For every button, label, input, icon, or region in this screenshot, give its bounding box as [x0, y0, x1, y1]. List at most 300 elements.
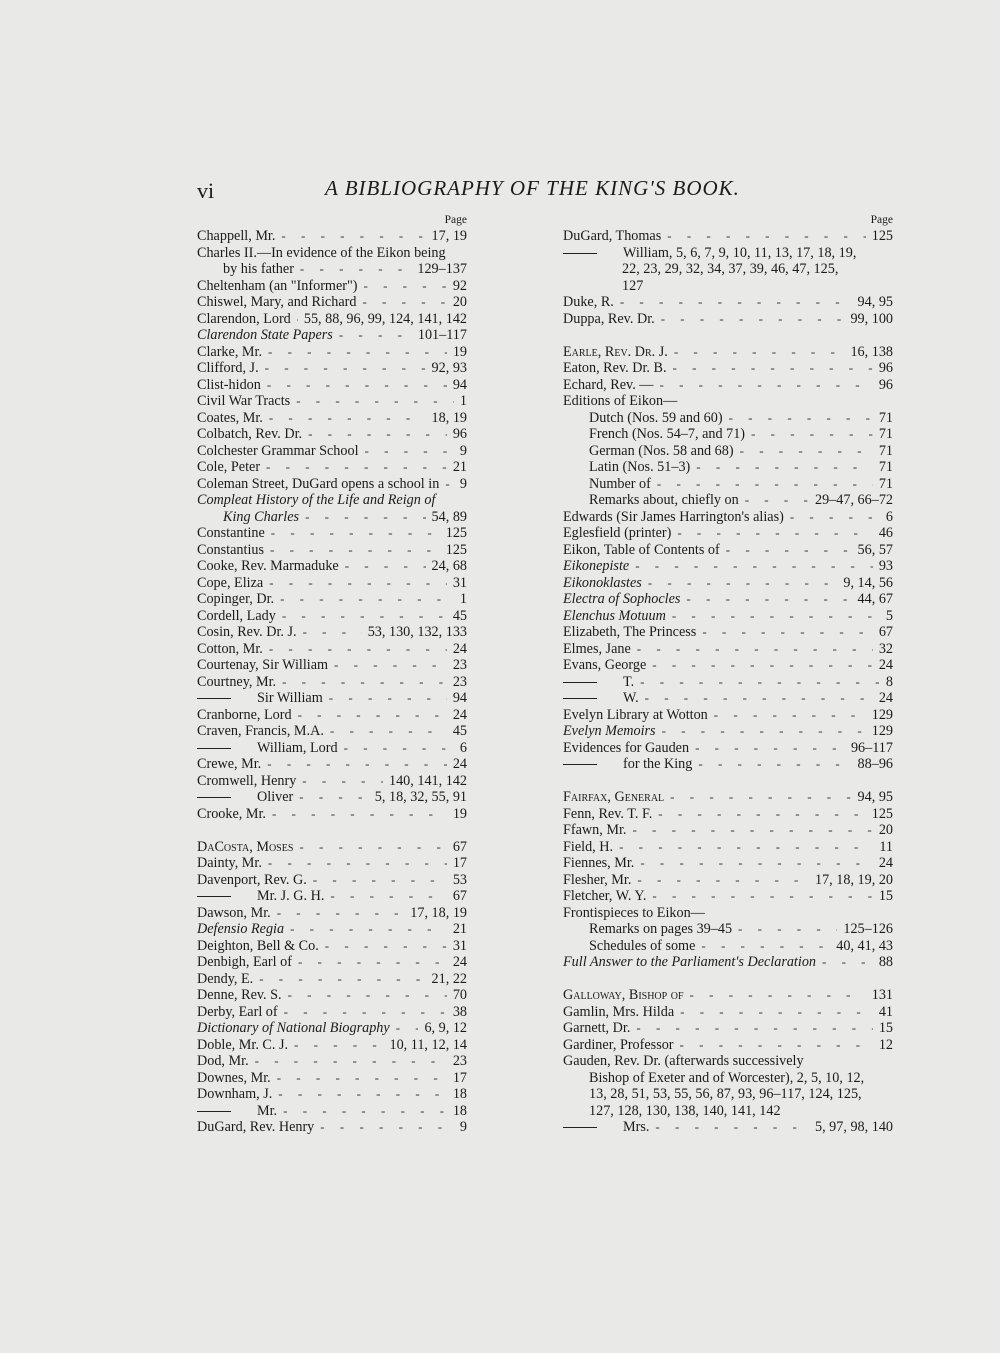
entry-label: DuGard, Rev. Henry: [197, 1119, 315, 1135]
dot-leader: [313, 872, 447, 889]
entry-label: Elizabeth, The Princess: [563, 624, 697, 640]
entry-text: [563, 707, 708, 724]
dot-leader: [673, 360, 873, 377]
page-reference: 70: [452, 987, 467, 1003]
dot-leader: [640, 855, 872, 872]
ditto-dash: [197, 1111, 231, 1112]
dot-leader: [303, 624, 362, 641]
index-entry: [197, 509, 467, 526]
entry-text: [589, 1103, 781, 1119]
page-reference: 5: [885, 607, 893, 624]
index-entry: [197, 608, 467, 625]
entry-text: [563, 1053, 804, 1069]
dot-leader: [305, 509, 425, 526]
dot-leader: [648, 575, 838, 592]
index-entry: [197, 327, 467, 344]
index-entry: [563, 789, 893, 806]
page-reference: 24: [878, 690, 893, 706]
entry-text: [197, 1004, 278, 1021]
entry-label: Chiswel, Mary, and Richard: [197, 294, 357, 310]
index-entry: [197, 591, 467, 608]
entry-text: [197, 756, 261, 773]
entry-text: [197, 773, 296, 790]
entry-text: [622, 278, 643, 294]
entry-label: Downes, Mr.: [197, 1069, 271, 1086]
dot-leader: [740, 443, 873, 460]
entry-text: [197, 311, 291, 328]
index-entry: [197, 773, 467, 790]
entry-label: Ffawn, Mr.: [563, 822, 627, 838]
index-entry: [197, 921, 467, 938]
index-entry: [197, 393, 467, 410]
page-reference: 21, 22: [431, 970, 467, 987]
dot-leader: [302, 773, 383, 790]
index-entry: [197, 855, 467, 872]
entry-label: Elenchus Motuum: [563, 607, 666, 624]
entry-text: [197, 905, 271, 922]
index-entry: [197, 278, 467, 295]
entry-text: [197, 872, 307, 889]
dot-leader: [680, 1004, 873, 1021]
entry-text: [563, 806, 652, 823]
page-reference: 96–117: [850, 739, 893, 756]
ditto-dash: [197, 896, 231, 897]
page-reference: 53: [452, 871, 467, 888]
page-reference: 31: [452, 937, 467, 954]
entry-label: Copinger, Dr.: [197, 591, 275, 607]
entry-label: Echard, Rev. —: [563, 376, 654, 393]
entry-text: [197, 707, 292, 724]
entry-text: [563, 1037, 674, 1054]
dot-leader: [729, 410, 873, 427]
dot-leader: [345, 558, 426, 575]
dot-leader: [658, 806, 865, 823]
index-entry: [197, 476, 467, 493]
page-reference: 94: [452, 690, 467, 706]
entry-label: Constantius: [197, 541, 265, 558]
entry-label: 13, 28, 51, 53, 55, 56, 87, 93, 96–117, 124, 125,: [589, 1086, 862, 1102]
dot-leader: [265, 360, 426, 377]
page-reference: 101–117: [417, 327, 467, 343]
entry-text: [197, 1103, 277, 1120]
page-reference: 24: [878, 855, 893, 871]
index-entry: [563, 278, 893, 295]
dot-leader: [745, 492, 809, 509]
dot-leader: [365, 443, 454, 460]
entry-label: Cranborne, Lord: [197, 706, 292, 723]
entry-label: Davenport, Rev. G.: [197, 871, 307, 888]
index-entry: [197, 1053, 467, 1070]
index-entry: [563, 657, 893, 674]
entry-text: [563, 723, 656, 740]
entry-label: Mrs.: [623, 1119, 650, 1135]
page-reference: 19: [452, 343, 467, 360]
index-entry: [563, 558, 893, 575]
index-entry: [197, 872, 467, 889]
index-entry: [197, 905, 467, 922]
entry-label: DuGard, Thomas: [563, 228, 662, 244]
entry-text: [563, 855, 634, 872]
dot-leader: [278, 1086, 447, 1103]
dot-leader: [269, 410, 426, 427]
dot-leader: [270, 542, 440, 559]
entry-label: by his father: [223, 261, 294, 277]
entry-label: W.: [623, 690, 639, 706]
entry-label: Colchester Grammar School: [197, 442, 359, 459]
entry-text: [563, 740, 689, 757]
entry-text: [563, 509, 784, 526]
page-reference: 17, 19: [431, 228, 467, 244]
entry-label: Cole, Peter: [197, 459, 261, 475]
dot-leader: [396, 1020, 419, 1037]
dot-leader: [282, 674, 447, 691]
index-entry: [197, 690, 467, 707]
index-entry: [197, 426, 467, 443]
page-reference: 38: [452, 1003, 467, 1020]
entry-text: [197, 641, 263, 658]
dot-leader: [702, 624, 873, 641]
index-entry: [197, 839, 467, 856]
page-reference: 92: [452, 277, 467, 294]
page-reference: 125: [871, 805, 893, 822]
index-entry: [563, 855, 893, 872]
entry-label: Cromwell, Henry: [197, 772, 297, 789]
entry-text: [197, 1053, 249, 1070]
entry-label: Evidences for Gauden: [563, 739, 690, 756]
page-reference: 18, 19: [431, 409, 467, 426]
entry-text: [589, 921, 732, 938]
index-entry: [563, 360, 893, 377]
entry-label: 127: [622, 277, 644, 294]
dot-leader: [690, 987, 866, 1004]
dot-leader: [294, 1037, 383, 1054]
dot-leader: [269, 641, 447, 658]
dot-leader: [362, 294, 446, 311]
index-entry: [563, 459, 893, 476]
dot-leader: [655, 1119, 809, 1136]
entry-text: [197, 377, 261, 394]
page-reference: 31: [452, 574, 467, 591]
page-reference: 12: [878, 1036, 893, 1053]
entry-label: Garnett, Dr.: [563, 1020, 631, 1036]
entry-text: [197, 542, 264, 559]
dot-leader: [364, 278, 447, 295]
index-entry: [197, 707, 467, 724]
dot-leader: [619, 839, 873, 856]
index-entry: [563, 987, 893, 1004]
entry-text: [197, 393, 290, 410]
index-entry: [563, 1086, 893, 1103]
entry-text: [197, 591, 274, 608]
entry-label: Sir William: [257, 690, 323, 706]
index-entry: [197, 542, 467, 559]
index-entry: [563, 426, 893, 443]
entry-label: Mr. J. G. H.: [257, 888, 325, 904]
index-entry: [563, 443, 893, 460]
entry-text: [197, 938, 319, 955]
entry-text: [197, 525, 265, 542]
page-reference: 125: [445, 525, 467, 541]
entry-text: [563, 1004, 674, 1021]
index-entry: [563, 1020, 893, 1037]
entry-label: Clarendon, Lord: [197, 310, 291, 327]
dot-leader: [267, 756, 447, 773]
page-reference: 40, 41, 43: [836, 937, 893, 954]
ditto-dash: [197, 698, 231, 699]
index-entry: [197, 443, 467, 460]
entry-label: Earle, Rev. Dr. J.: [563, 343, 668, 360]
entry-label: Bishop of Exeter and of Worcester), 2, 5, 10, 12,: [589, 1069, 865, 1086]
entry-label: for the King: [623, 756, 693, 772]
index-entry: [197, 1086, 467, 1103]
dot-leader: [445, 476, 454, 493]
page-reference: 23: [452, 1053, 467, 1069]
page-reference: 20: [452, 294, 467, 310]
dot-leader: [637, 641, 873, 658]
entry-label: Civil War Tracts: [197, 393, 291, 409]
dot-leader: [271, 525, 440, 542]
entry-text: [197, 410, 263, 427]
dot-leader: [269, 575, 447, 592]
entry-text: [563, 344, 668, 361]
entry-label: Crewe, Mr.: [197, 756, 262, 772]
page-reference: 94, 95: [857, 294, 893, 310]
index-column-right: [563, 212, 893, 1136]
dot-leader: [300, 261, 411, 278]
page-reference: 1: [459, 393, 467, 409]
dot-leader: [308, 426, 447, 443]
dot-leader: [283, 1103, 447, 1120]
page-reference: 24: [452, 756, 467, 772]
page-reference: 92, 93: [431, 360, 467, 376]
dot-leader: [637, 872, 809, 889]
page-reference: 15: [878, 888, 893, 904]
page-reference: 24: [452, 706, 467, 723]
entry-text: [197, 476, 439, 493]
entry-label: Field, H.: [563, 838, 614, 855]
entry-text: [197, 888, 324, 905]
entry-text: [589, 410, 723, 427]
page-reference: 54, 89: [431, 508, 467, 525]
page-reference: 71: [878, 475, 893, 492]
page-reference: 125–126: [843, 921, 893, 937]
entry-label: Cotton, Mr.: [197, 640, 263, 657]
index-entry: [563, 294, 893, 311]
entry-text: [197, 558, 339, 575]
entry-text: [563, 822, 626, 839]
index-entry: [197, 228, 467, 245]
index-entry: [563, 1053, 893, 1070]
entry-text: [589, 1070, 864, 1086]
entry-label: Eaton, Rev. Dr. B.: [563, 360, 667, 376]
dot-leader: [277, 905, 405, 922]
page-reference: 9, 14, 56: [843, 574, 893, 591]
index-entry: [563, 591, 893, 608]
index-entry: [563, 921, 893, 938]
index-entry: [563, 872, 893, 889]
entry-text: [197, 723, 324, 740]
entry-label: Denne, Rev. S.: [197, 987, 282, 1003]
dot-leader: [284, 1004, 447, 1021]
index-entry: [563, 575, 893, 592]
entry-text: [589, 1086, 862, 1102]
index-entry: [197, 558, 467, 575]
dot-leader: [662, 723, 866, 740]
dot-leader: [266, 459, 447, 476]
index-entry: [563, 954, 893, 971]
entry-label: Oliver: [257, 789, 294, 805]
entry-label: Charles II.—In evidence of the Eikon being: [197, 244, 446, 261]
entry-text: [223, 509, 299, 526]
dot-leader: [320, 1119, 454, 1136]
entry-text: [197, 278, 358, 295]
section-gap: [563, 327, 893, 344]
entry-text: [197, 971, 253, 988]
index-entry: [563, 938, 893, 955]
page-reference: 46: [878, 525, 893, 541]
page-reference: 131: [871, 987, 893, 1003]
entry-label: Edwards (Sir James Harrington's alias): [563, 508, 784, 525]
entry-label: Evans, George: [563, 657, 647, 673]
dot-leader: [726, 542, 852, 559]
section-gap: [563, 773, 893, 790]
dot-leader: [280, 591, 454, 608]
index-entry: [197, 888, 467, 905]
page-reference: 88–96: [857, 756, 893, 772]
page-reference: 140, 141, 142: [388, 772, 467, 789]
index-entry: [197, 344, 467, 361]
page-reference: 71: [878, 426, 893, 442]
index-entry: [197, 1020, 467, 1037]
page-reference: 19: [452, 805, 467, 822]
entry-text: [563, 987, 684, 1004]
page-reference: 9: [459, 475, 467, 492]
page-column-heading: Page: [870, 214, 893, 226]
index-entry: [563, 905, 893, 922]
index-entries-right: [563, 228, 893, 1136]
page-header: [197, 176, 897, 206]
entry-label: Duppa, Rev. Dr.: [563, 310, 655, 327]
entry-label: Fenn, Rev. T. F.: [563, 805, 653, 822]
entry-text: [563, 294, 614, 311]
entry-text: [197, 575, 263, 592]
index-entry: [563, 228, 893, 245]
index-entry: [563, 707, 893, 724]
dot-leader: [298, 954, 447, 971]
entry-label: Dod, Mr.: [197, 1053, 249, 1069]
entry-text: [563, 641, 631, 658]
page-reference: 9: [459, 442, 467, 459]
entry-text: [197, 657, 328, 674]
entry-text: [197, 228, 275, 245]
entry-text: [197, 987, 282, 1004]
entry-label: Evelyn Memoirs: [563, 723, 656, 739]
dot-leader: [680, 1037, 873, 1054]
entry-text: [563, 558, 629, 575]
entry-text: [563, 608, 666, 625]
entry-label: Coates, Mr.: [197, 409, 263, 426]
dot-leader: [674, 344, 845, 361]
dot-leader: [670, 789, 851, 806]
index-entry: [563, 509, 893, 526]
ditto-dash: [197, 797, 231, 798]
dot-leader: [659, 377, 872, 394]
entry-text: [589, 476, 651, 493]
entry-text: [197, 426, 302, 443]
entry-label: Clarke, Mr.: [197, 343, 263, 360]
page-reference: 55, 88, 96, 99, 124, 141, 142: [303, 310, 467, 327]
entry-label: Cooke, Rev. Marmaduke: [197, 558, 339, 574]
page-reference: 67: [452, 838, 467, 855]
dot-leader: [298, 707, 447, 724]
dot-leader: [329, 690, 447, 707]
page-reference: 17, 18, 19: [410, 904, 467, 921]
index-entry: [197, 624, 467, 641]
entry-text: [197, 624, 297, 641]
entry-label: Clist-hidon: [197, 376, 261, 393]
index-entry: [563, 806, 893, 823]
entry-label: Colbatch, Rev. Dr.: [197, 426, 303, 442]
dot-leader: [255, 1053, 447, 1070]
index-entry: [197, 723, 467, 740]
page-reference: 23: [452, 657, 467, 673]
dot-leader: [299, 839, 446, 856]
index-entry: [197, 1037, 467, 1054]
entry-text: [563, 690, 639, 707]
entry-label: Eikon, Table of Contents of: [563, 541, 720, 558]
section-gap: [197, 822, 467, 839]
entry-text: [197, 1070, 271, 1087]
page-reference: 125: [445, 541, 467, 558]
dot-leader: [677, 525, 872, 542]
page-reference: 10, 11, 12, 14: [389, 1036, 467, 1053]
entry-text: [563, 575, 642, 592]
entry-label: Courtney, Mr.: [197, 673, 277, 690]
entry-label: French (Nos. 54–7, and 71): [589, 426, 746, 442]
entry-label: Downham, J.: [197, 1086, 273, 1102]
page-reference: 11: [879, 838, 893, 855]
entry-text: [563, 1020, 630, 1037]
page-reference: 6, 9, 12: [424, 1020, 467, 1036]
entry-label: William, 5, 6, 7, 9, 10, 11, 13, 17, 18, 19,: [623, 244, 857, 261]
entry-label: Fairfax, General: [563, 789, 665, 805]
page-reference: 17: [452, 855, 467, 871]
index-entry: [563, 756, 893, 773]
page-reference: 17: [452, 1069, 467, 1086]
index-entry: [563, 624, 893, 641]
dot-leader: [268, 855, 447, 872]
entry-text: [197, 344, 262, 361]
page-reference: 18: [452, 1086, 467, 1102]
entry-text: [197, 245, 446, 262]
page-reference: 18: [452, 1102, 467, 1119]
index-entry: [563, 723, 893, 740]
dot-leader: [290, 921, 447, 938]
dot-leader: [330, 723, 447, 740]
page-reference: 67: [878, 624, 893, 640]
index-entry: [563, 492, 893, 509]
entry-text: [563, 756, 692, 773]
index-entry: [563, 690, 893, 707]
entry-text: [563, 245, 856, 261]
ditto-dash: [563, 698, 597, 699]
folio-number: vi: [197, 178, 215, 203]
index-entry: [197, 261, 467, 278]
entry-text: [197, 806, 266, 823]
entry-label: Deighton, Bell & Co.: [197, 937, 319, 954]
page-reference: 17, 18, 19, 20: [814, 871, 893, 888]
entry-text: [197, 855, 262, 872]
